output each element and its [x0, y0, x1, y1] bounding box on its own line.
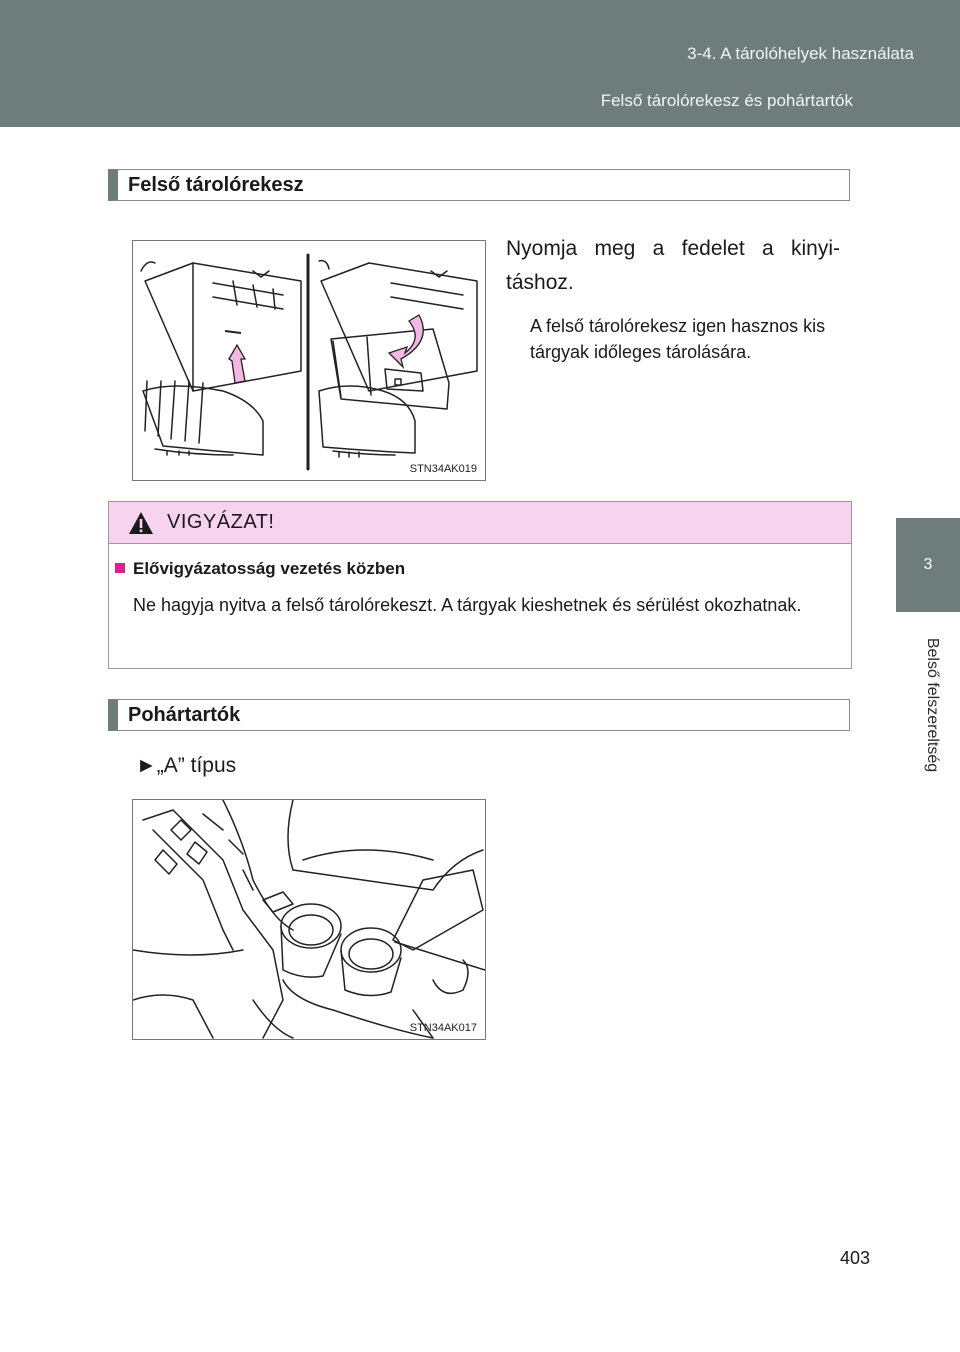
warning-icon	[128, 511, 154, 535]
section-title: Pohártartók	[128, 704, 241, 726]
instruction-text: Nyomja meg a fedelet a kinyitáshoz.	[506, 237, 840, 294]
section-title: Felső tárolórekesz	[128, 174, 304, 196]
caution-heading: Elővigyázatosság vezetés közben	[133, 559, 406, 578]
cup-holder-illustration	[132, 799, 486, 1040]
caution-box	[108, 501, 852, 669]
figure-code: STN34AK017	[409, 1022, 477, 1034]
chapter-tab	[896, 518, 960, 612]
caution-text: Ne hagyja nyitva a felső tárolórekeszt. A tárgyak kieshetnek és sérülést okozhatnak.	[133, 595, 802, 615]
header-section-title: 3-4. A tárolóhelyek használata	[687, 44, 914, 63]
section-header-cup-holders	[108, 699, 850, 731]
chapter-label: Belső felszereltség	[924, 637, 941, 773]
header-bar	[0, 0, 960, 127]
overhead-console-drawing	[133, 241, 485, 480]
caution-title: VIGYÁZAT!	[167, 511, 275, 533]
figure-code: STN34AK019	[409, 463, 477, 475]
description-text: A felső tárolórekesz igen hasznos kis tárgyak időleges tárolására.	[530, 316, 826, 362]
caution-header	[109, 502, 851, 544]
section-header-overhead-console	[108, 169, 850, 201]
cup-holder-drawing	[133, 800, 485, 1039]
type-label: ►„A” típus	[136, 754, 237, 777]
bullet-square-icon	[115, 563, 125, 573]
page-number: 403	[840, 1248, 871, 1268]
chapter-number: 3	[923, 556, 933, 573]
overhead-console-illustration	[132, 240, 486, 481]
header-subsection-title: Felső tárolórekesz és pohártartók	[600, 91, 853, 110]
